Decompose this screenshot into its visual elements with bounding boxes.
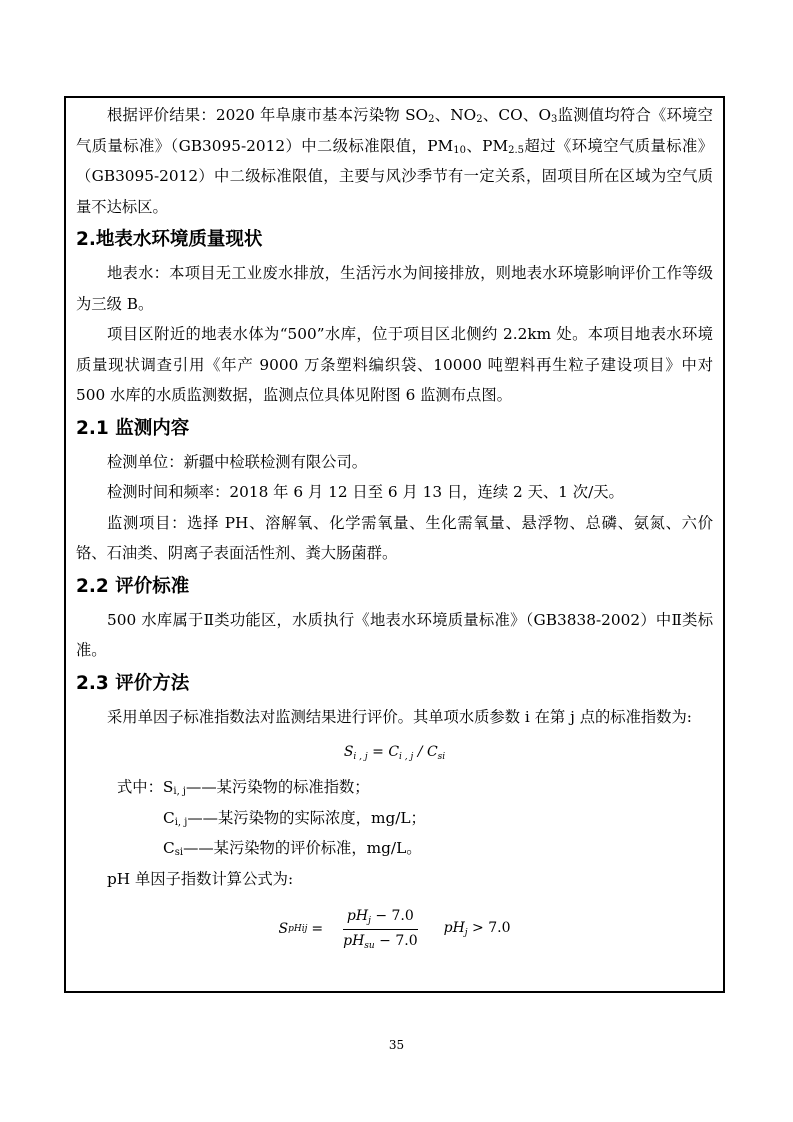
ph-formula-intro: pH 单因子指数计算公式为:: [107, 869, 294, 888]
monitoring-items: 监测项目：选择 PH、溶解氧、化学需氧量、生化需氧量、悬浮物、总磷、氨氮、六价铬、石油类、阴离子表面活性剂、粪大肠菌群。: [76, 513, 713, 562]
text-run: 、PM: [465, 136, 509, 155]
formula-symbol: S: [278, 921, 289, 937]
formula-term: − 7.0: [374, 932, 418, 949]
subscript: 2: [428, 114, 435, 125]
formula-subscript: i , j: [399, 752, 414, 762]
formula-operator: /: [413, 744, 427, 760]
section-heading-evaluation-standard: 2.2 评价标准: [76, 575, 190, 597]
text-run: 、NO: [434, 106, 477, 124]
formula-subscript: j: [464, 928, 468, 938]
section-heading-monitoring-content: 2.1 监测内容: [76, 417, 190, 439]
text-run: ——某污染物的评价标准，mg/L。: [183, 839, 422, 857]
text-run: 监测值均符合《环境空气质量标准》（GB3095-2012）中二级标准限值，PM: [76, 106, 713, 155]
text-run: 超过《环境空气质量标准》（GB3095-2012）中二级标准限值，主要与风沙季节有一定关系，固项目所在区域为空气质量不达标区。: [76, 136, 713, 216]
formula-subscript: si: [437, 752, 446, 762]
section-heading-surface-water: 2.地表水环境质量现状: [76, 229, 263, 250]
formula-operator: =: [311, 921, 324, 937]
definition-actual-concentration: [76, 803, 713, 834]
monitoring-time: 检测时间和频率：2018 年 6 月 12 日至 6 月 13 日，连续 2 天、1 次/天。: [107, 483, 624, 501]
text-run: 式中：S: [117, 778, 174, 796]
text-run: ——某污染物的实际浓度，mg/L；: [187, 808, 426, 827]
formula-condition: [444, 920, 511, 938]
formula-symbol: pH: [343, 932, 365, 949]
subscript: 10: [453, 144, 466, 156]
fraction-denominator: [339, 930, 422, 951]
subscript: i, j: [174, 816, 188, 828]
text-run: ——某污染物的标准指数；: [186, 778, 370, 796]
fraction-numerator: [343, 908, 418, 930]
formula-subscript: j: [368, 915, 371, 926]
subscript: 2: [476, 114, 483, 125]
formula-symbol: pH: [443, 920, 465, 936]
formula-operator: =: [367, 744, 389, 760]
standard-index-formula: [76, 732, 713, 772]
formula-symbol: C: [388, 744, 400, 760]
evaluation-standard-paragraph: 500 水库属于Ⅱ类功能区，水质执行《地表水环境质量标准》（GB3838-2002）中Ⅱ类标准。: [76, 610, 713, 659]
ph-index-formula: [76, 894, 713, 964]
formula-definitions: [76, 772, 713, 864]
content-frame: [64, 96, 725, 993]
subscript: si: [174, 847, 184, 858]
formula-subscript: su: [364, 940, 375, 951]
page-number: 35: [388, 1038, 405, 1052]
subscript: 2.5: [508, 144, 525, 156]
surface-water-paragraph-1: 地表水：本项目无工业废水排放，生活污水为间接排放，则地表水环境影响评价工作等级为三级 B。: [76, 264, 713, 313]
formula-subscript: i , j: [353, 752, 368, 762]
subscript: 3: [551, 114, 558, 125]
section-heading-evaluation-method: 2.3 评价方法: [76, 672, 190, 694]
definition-evaluation-standard: [76, 833, 713, 864]
evaluation-method-paragraph: 采用单因子标准指数法对监测结果进行评价。其单项水质参数 i 在第 j 点的标准指数为:: [107, 707, 692, 726]
text-run: 根据评价结果：2020 年阜康市基本污染物 SO: [107, 106, 429, 124]
subscript: i, j: [173, 786, 187, 797]
monitoring-unit: 检测单位：新疆中检联检测有限公司。: [107, 452, 368, 471]
formula-term: > 7.0: [467, 920, 511, 936]
text-run: C: [163, 839, 175, 857]
text-run: 、CO、O: [482, 106, 552, 124]
text-run: C: [163, 808, 175, 827]
formula-symbol: pH: [346, 907, 369, 924]
formula-fraction: [339, 908, 422, 951]
formula-term: − 7.0: [370, 907, 414, 924]
surface-water-paragraph-2: 项目区附近的地表水体为“500”水库，位于项目区北侧约 2.2km 处。本项目地表水环境质量现状调查引用《年产 9000 万条塑料编织袋、10000 吨塑料再生粒子建设项目》中对 500 水库的水质监测数据，监测点位具体见附图 6 监测布点图。: [76, 325, 713, 404]
formula-symbol: S: [343, 744, 354, 760]
air-quality-paragraph: [76, 100, 713, 222]
definition-standard-index: [76, 772, 713, 803]
formula-subscript: pHij: [288, 924, 308, 934]
formula-symbol: C: [426, 744, 438, 760]
content-body: [66, 98, 723, 991]
